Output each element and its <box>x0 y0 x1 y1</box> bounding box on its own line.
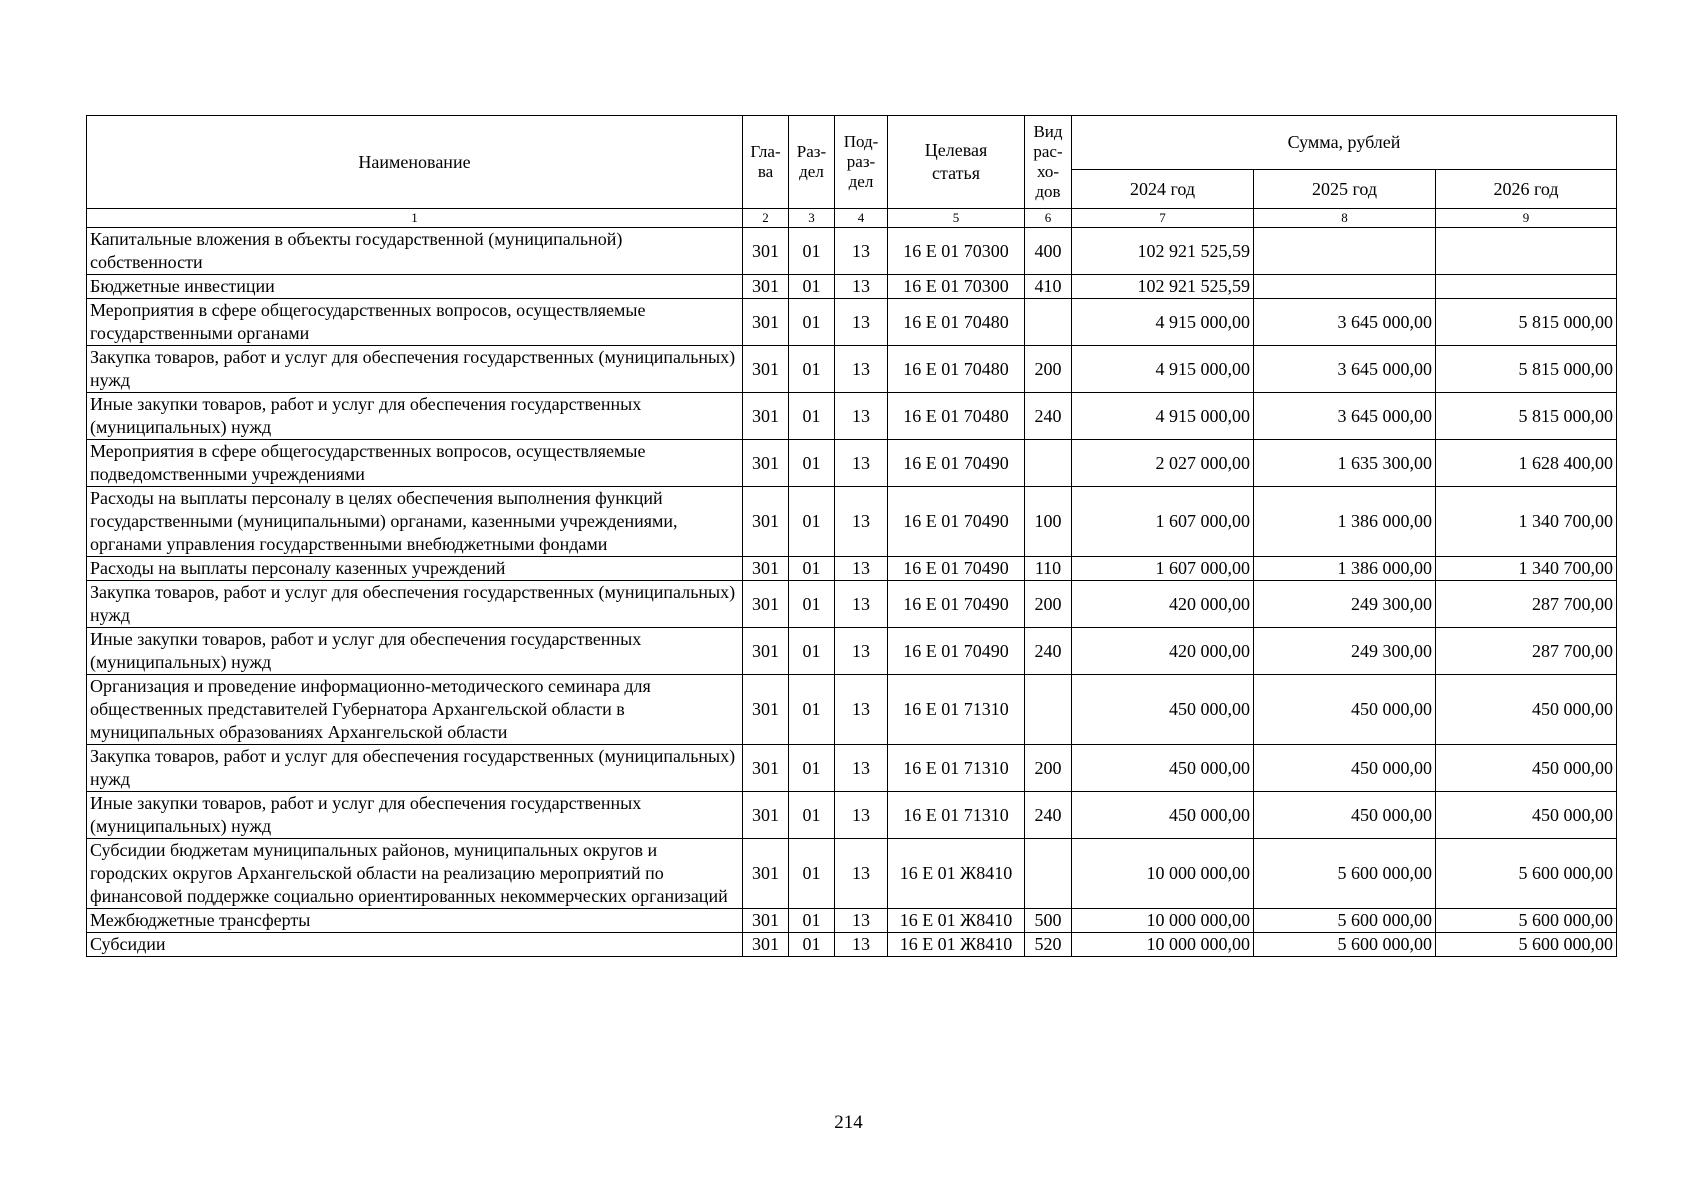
cell-amount-2024: 450 000,00 <box>1072 745 1254 792</box>
header-summa: Сумма, рублей <box>1072 116 1617 170</box>
table-row <box>87 628 1617 675</box>
cell-expense-type: 110 <box>1025 557 1072 581</box>
cell-amount-2025: 3 645 000,00 <box>1254 393 1436 440</box>
cell-target-article: 16 Е 01 71310 <box>888 745 1025 792</box>
cell-amount-2026: 1 340 700,00 <box>1436 557 1617 581</box>
cell-razdel: 01 <box>789 839 835 909</box>
table-row <box>87 675 1617 745</box>
cell-glava: 301 <box>743 440 789 487</box>
cell-amount-2026: 450 000,00 <box>1436 792 1617 839</box>
column-number: 8 <box>1254 209 1436 228</box>
cell-glava: 301 <box>743 909 789 933</box>
cell-razdel: 01 <box>789 275 835 299</box>
cell-amount-2025: 1 635 300,00 <box>1254 440 1436 487</box>
cell-podrazdel: 13 <box>835 581 888 628</box>
cell-amount-2024: 10 000 000,00 <box>1072 839 1254 909</box>
cell-podrazdel: 13 <box>835 745 888 792</box>
cell-amount-2024: 1 607 000,00 <box>1072 557 1254 581</box>
column-number: 1 <box>87 209 743 228</box>
cell-target-article: 16 Е 01 Ж8410 <box>888 933 1025 957</box>
cell-amount-2026: 5 600 000,00 <box>1436 839 1617 909</box>
header-year-2026: 2026 год <box>1436 170 1617 209</box>
cell-amount-2024: 4 915 000,00 <box>1072 393 1254 440</box>
cell-name: Иные закупки товаров, работ и услуг для обеспечения государственных (муниципальных) нужд <box>87 628 743 675</box>
table-row <box>87 792 1617 839</box>
cell-amount-2025: 450 000,00 <box>1254 675 1436 745</box>
cell-expense-type: 520 <box>1025 933 1072 957</box>
column-number: 2 <box>743 209 789 228</box>
cell-amount-2025: 249 300,00 <box>1254 628 1436 675</box>
cell-expense-type: 100 <box>1025 487 1072 557</box>
cell-amount-2025: 1 386 000,00 <box>1254 487 1436 557</box>
cell-amount-2024: 420 000,00 <box>1072 628 1254 675</box>
cell-podrazdel: 13 <box>835 440 888 487</box>
cell-razdel: 01 <box>789 440 835 487</box>
cell-expense-type <box>1025 839 1072 909</box>
cell-razdel: 01 <box>789 933 835 957</box>
cell-podrazdel: 13 <box>835 557 888 581</box>
cell-target-article: 16 Е 01 70490 <box>888 581 1025 628</box>
cell-amount-2026 <box>1436 275 1617 299</box>
cell-glava: 301 <box>743 792 789 839</box>
cell-name: Субсидии <box>87 933 743 957</box>
column-number: 7 <box>1072 209 1254 228</box>
cell-amount-2026: 5 600 000,00 <box>1436 909 1617 933</box>
cell-name: Закупка товаров, работ и услуг для обеспечения государственных (муниципальных) нужд <box>87 581 743 628</box>
cell-amount-2026: 1 628 400,00 <box>1436 440 1617 487</box>
cell-podrazdel: 13 <box>835 299 888 346</box>
cell-glava: 301 <box>743 745 789 792</box>
cell-expense-type: 200 <box>1025 581 1072 628</box>
table-row <box>87 487 1617 557</box>
page-number: 214 <box>834 1112 863 1133</box>
cell-expense-type <box>1025 299 1072 346</box>
cell-amount-2025: 3 645 000,00 <box>1254 346 1436 393</box>
cell-podrazdel: 13 <box>835 628 888 675</box>
cell-amount-2025: 450 000,00 <box>1254 792 1436 839</box>
cell-name: Иные закупки товаров, работ и услуг для обеспечения государственных (муниципальных) нужд <box>87 393 743 440</box>
cell-podrazdel: 13 <box>835 346 888 393</box>
cell-amount-2024: 1 607 000,00 <box>1072 487 1254 557</box>
cell-razdel: 01 <box>789 675 835 745</box>
cell-amount-2026: 287 700,00 <box>1436 628 1617 675</box>
cell-target-article: 16 Е 01 71310 <box>888 792 1025 839</box>
table-row <box>87 581 1617 628</box>
cell-amount-2024: 4 915 000,00 <box>1072 346 1254 393</box>
cell-podrazdel: 13 <box>835 228 888 275</box>
table-row <box>87 299 1617 346</box>
cell-razdel: 01 <box>789 299 835 346</box>
cell-glava: 301 <box>743 393 789 440</box>
cell-amount-2025: 1 386 000,00 <box>1254 557 1436 581</box>
cell-razdel: 01 <box>789 909 835 933</box>
table-row <box>87 275 1617 299</box>
cell-name: Расходы на выплаты персоналу казенных учреждений <box>87 557 743 581</box>
header-razdel: Раз- дел <box>789 116 835 209</box>
column-number: 6 <box>1025 209 1072 228</box>
cell-name: Закупка товаров, работ и услуг для обеспечения государственных (муниципальных) нужд <box>87 346 743 393</box>
cell-amount-2025: 3 645 000,00 <box>1254 299 1436 346</box>
cell-name: Закупка товаров, работ и услуг для обеспечения государственных (муниципальных) нужд <box>87 745 743 792</box>
cell-amount-2025: 5 600 000,00 <box>1254 839 1436 909</box>
header-row <box>87 116 1617 170</box>
cell-razdel: 01 <box>789 557 835 581</box>
column-number: 5 <box>888 209 1025 228</box>
cell-amount-2024: 10 000 000,00 <box>1072 909 1254 933</box>
cell-glava: 301 <box>743 228 789 275</box>
cell-expense-type <box>1025 440 1072 487</box>
cell-podrazdel: 13 <box>835 909 888 933</box>
cell-amount-2026: 5 815 000,00 <box>1436 393 1617 440</box>
cell-podrazdel: 13 <box>835 792 888 839</box>
cell-podrazdel: 13 <box>835 275 888 299</box>
cell-glava: 301 <box>743 299 789 346</box>
cell-amount-2026: 5 600 000,00 <box>1436 933 1617 957</box>
header-vid-rashodov: Вид рас- хо- дов <box>1025 116 1072 209</box>
cell-target-article: 16 Е 01 Ж8410 <box>888 909 1025 933</box>
table-row <box>87 909 1617 933</box>
cell-glava: 301 <box>743 557 789 581</box>
cell-target-article: 16 Е 01 Ж8410 <box>888 839 1025 909</box>
cell-podrazdel: 13 <box>835 933 888 957</box>
cell-podrazdel: 13 <box>835 839 888 909</box>
table-row <box>87 745 1617 792</box>
cell-amount-2026: 287 700,00 <box>1436 581 1617 628</box>
cell-target-article: 16 Е 01 70480 <box>888 346 1025 393</box>
cell-amount-2025 <box>1254 275 1436 299</box>
table-row <box>87 440 1617 487</box>
budget-table <box>86 115 1617 957</box>
cell-name: Мероприятия в сфере общегосударственных вопросов, осуществляемые подведомственными учреждениями <box>87 440 743 487</box>
table-row <box>87 228 1617 275</box>
header-celevaya-statya: Целевая статья <box>888 116 1025 209</box>
cell-razdel: 01 <box>789 745 835 792</box>
cell-amount-2026: 5 815 000,00 <box>1436 299 1617 346</box>
cell-name: Капитальные вложения в объекты государственной (муниципальной) собственности <box>87 228 743 275</box>
cell-amount-2025: 450 000,00 <box>1254 745 1436 792</box>
cell-target-article: 16 Е 01 71310 <box>888 675 1025 745</box>
cell-amount-2026: 1 340 700,00 <box>1436 487 1617 557</box>
cell-amount-2025: 249 300,00 <box>1254 581 1436 628</box>
cell-podrazdel: 13 <box>835 393 888 440</box>
cell-amount-2024: 102 921 525,59 <box>1072 228 1254 275</box>
cell-razdel: 01 <box>789 628 835 675</box>
header-name: Наименование <box>87 116 743 209</box>
cell-glava: 301 <box>743 933 789 957</box>
cell-amount-2025: 5 600 000,00 <box>1254 909 1436 933</box>
cell-amount-2024: 4 915 000,00 <box>1072 299 1254 346</box>
table-row <box>87 346 1617 393</box>
header-podrazdel: Под- раз- дел <box>835 116 888 209</box>
cell-target-article: 16 Е 01 70300 <box>888 228 1025 275</box>
column-numbers-row <box>87 209 1617 228</box>
column-number: 3 <box>789 209 835 228</box>
cell-glava: 301 <box>743 581 789 628</box>
header-glava: Гла- ва <box>743 116 789 209</box>
cell-expense-type: 400 <box>1025 228 1072 275</box>
column-number: 4 <box>835 209 888 228</box>
column-number: 9 <box>1436 209 1617 228</box>
cell-expense-type: 200 <box>1025 346 1072 393</box>
cell-glava: 301 <box>743 346 789 393</box>
header-year-2024: 2024 год <box>1072 170 1254 209</box>
cell-expense-type: 500 <box>1025 909 1072 933</box>
cell-target-article: 16 Е 01 70300 <box>888 275 1025 299</box>
cell-expense-type: 240 <box>1025 393 1072 440</box>
table-header <box>87 116 1617 228</box>
cell-expense-type: 240 <box>1025 628 1072 675</box>
cell-target-article: 16 Е 01 70490 <box>888 628 1025 675</box>
cell-glava: 301 <box>743 628 789 675</box>
cell-target-article: 16 Е 01 70490 <box>888 557 1025 581</box>
cell-podrazdel: 13 <box>835 675 888 745</box>
table-row <box>87 933 1617 957</box>
cell-expense-type: 200 <box>1025 745 1072 792</box>
cell-glava: 301 <box>743 487 789 557</box>
cell-amount-2024: 450 000,00 <box>1072 792 1254 839</box>
cell-razdel: 01 <box>789 487 835 557</box>
cell-expense-type: 410 <box>1025 275 1072 299</box>
cell-podrazdel: 13 <box>835 487 888 557</box>
cell-target-article: 16 Е 01 70490 <box>888 487 1025 557</box>
cell-name: Организация и проведение информационно-методического семинара для общественных представителей Губернатора Архангельской области в муниципальных образованиях Архангельской области <box>87 675 743 745</box>
cell-name: Расходы на выплаты персоналу в целях обеспечения выполнения функций государственными (муниципальными) органами, казенными учреждениями, органами управления государственными внебюджетными фондами <box>87 487 743 557</box>
cell-amount-2024: 2 027 000,00 <box>1072 440 1254 487</box>
cell-amount-2024: 420 000,00 <box>1072 581 1254 628</box>
cell-amount-2024: 450 000,00 <box>1072 675 1254 745</box>
cell-amount-2026: 450 000,00 <box>1436 675 1617 745</box>
cell-target-article: 16 Е 01 70490 <box>888 440 1025 487</box>
cell-name: Иные закупки товаров, работ и услуг для обеспечения государственных (муниципальных) нужд <box>87 792 743 839</box>
table-row <box>87 393 1617 440</box>
cell-glava: 301 <box>743 839 789 909</box>
cell-expense-type: 240 <box>1025 792 1072 839</box>
cell-razdel: 01 <box>789 792 835 839</box>
cell-glava: 301 <box>743 275 789 299</box>
cell-target-article: 16 Е 01 70480 <box>888 299 1025 346</box>
cell-razdel: 01 <box>789 228 835 275</box>
cell-amount-2024: 102 921 525,59 <box>1072 275 1254 299</box>
table-body <box>87 228 1617 957</box>
cell-name: Мероприятия в сфере общегосударственных вопросов, осуществляемые государственными органами <box>87 299 743 346</box>
cell-amount-2026: 5 815 000,00 <box>1436 346 1617 393</box>
table-row <box>87 557 1617 581</box>
cell-amount-2025: 5 600 000,00 <box>1254 933 1436 957</box>
cell-amount-2025 <box>1254 228 1436 275</box>
cell-razdel: 01 <box>789 581 835 628</box>
cell-target-article: 16 Е 01 70480 <box>888 393 1025 440</box>
cell-glava: 301 <box>743 675 789 745</box>
cell-expense-type <box>1025 675 1072 745</box>
cell-name: Бюджетные инвестиции <box>87 275 743 299</box>
cell-name: Межбюджетные трансферты <box>87 909 743 933</box>
header-year-2025: 2025 год <box>1254 170 1436 209</box>
table-row <box>87 839 1617 909</box>
cell-amount-2026: 450 000,00 <box>1436 745 1617 792</box>
cell-amount-2024: 10 000 000,00 <box>1072 933 1254 957</box>
cell-name: Субсидии бюджетам муниципальных районов, муниципальных округов и городских округов Архангельской области на реализацию мероприятий по финансовой поддержке социально ориентированных некоммерческих организаций <box>87 839 743 909</box>
cell-razdel: 01 <box>789 393 835 440</box>
cell-amount-2026 <box>1436 228 1617 275</box>
cell-razdel: 01 <box>789 346 835 393</box>
